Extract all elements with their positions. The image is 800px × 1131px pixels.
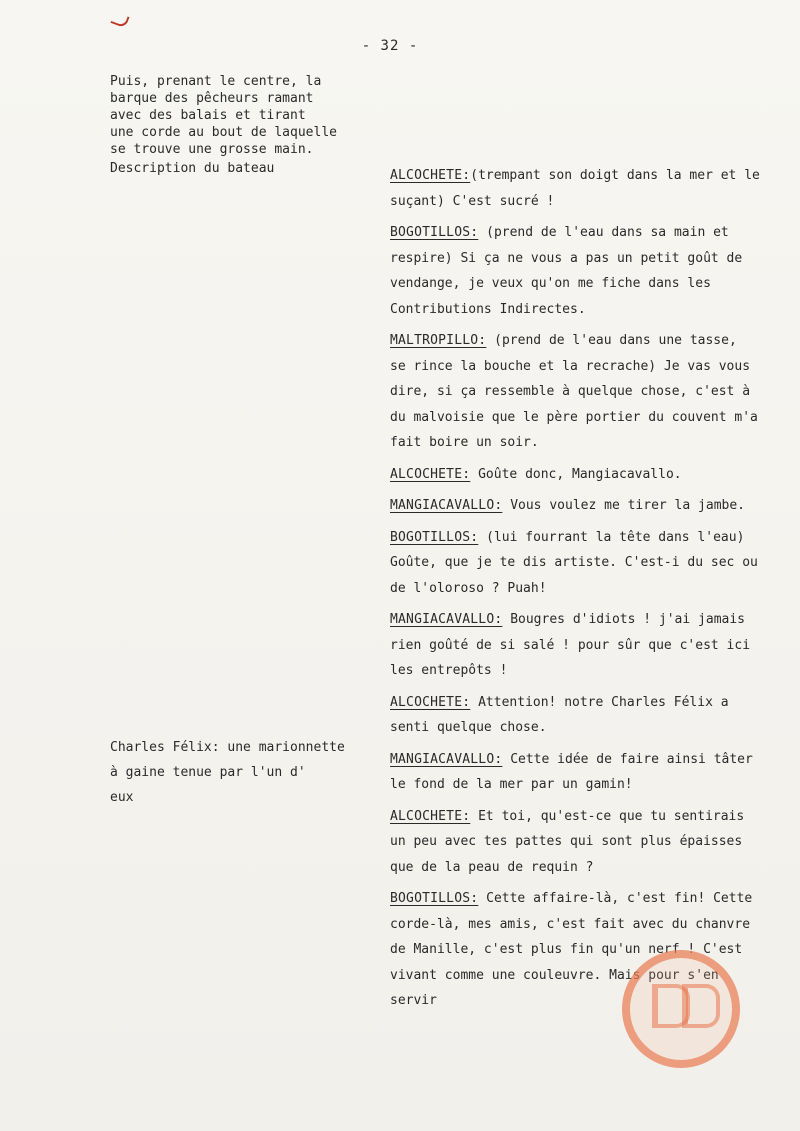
line-text: Cette idée de faire ainsi tâter le fond de la mer par un gamin! <box>390 751 753 792</box>
speaker-name: ALCOCHETE: <box>390 694 471 710</box>
corner-ink-mark <box>110 12 129 29</box>
dialogue-line <box>390 747 760 798</box>
speaker-name: BOGOTILLOS: <box>390 891 479 906</box>
stamp-letter-shape <box>682 984 720 1028</box>
speaker-name: ALCOCHETE: <box>390 808 471 824</box>
line-text: Cette affaire-là, c'est fin! Cette corde-là, mes amis, c'est fait avec du chanvre de Manille, c'est plus fin qu'un nerf ! C'est vivant comme une couleuvre. Mais pour s'en servir <box>390 891 753 1008</box>
page-number: - 32 - <box>361 38 419 54</box>
line-text: Et toi, qu'est-ce que tu sentirais un peu avec tes pattes qui sont plus épaisses que de la peau de requin ? <box>390 808 745 875</box>
dialogue-line <box>390 328 760 456</box>
speaker-name: MANGIACAVALLO: <box>390 612 503 627</box>
line-text: Goûte donc, Mangiacavallo. <box>470 466 682 482</box>
speaker-name: BOGOTILLOS: <box>390 529 479 545</box>
line-text: Vous voulez me tirer la jambe. <box>502 498 746 513</box>
library-stamp-logo <box>622 950 740 1068</box>
speaker-name: MALTROPILLO: <box>390 333 487 348</box>
speaker-name: ALCOCHETE: <box>390 168 471 183</box>
speaker-name: ALCOCHETE: <box>390 466 471 482</box>
line-text: (lui fourrant la tête dans l'eau) Goûte, que je te dis artiste. C'est-i du sec ou de l'oloroso ? Puah! <box>390 529 758 596</box>
dialogue-line <box>390 690 760 741</box>
dialogue-line <box>390 493 760 519</box>
dialogue-line <box>390 607 760 684</box>
dialogue-line <box>390 163 760 214</box>
speaker-name: MANGIACAVALLO: <box>390 498 503 513</box>
line-text: (prend de l'eau dans sa main et respire) Si ça ne vous a pas un petit goût de vendange, je veux qu'on me fiche dans les Contributions Indirectes. <box>390 225 743 317</box>
stage-direction-opening: Puis, prenant le centre, la barque des pêcheurs ramant avec des balais et tirant une corde au bout de laquelle se trouve une grosse main. <box>110 74 337 157</box>
dialogue-line <box>390 220 760 322</box>
line-text: (prend de l'eau dans une tasse, se rince la bouche et la recrache) Je vas vous dire, si ça ressemble à quelque chose, c'est à du malvoisie que le père portier du couvent m'a fait boire un soir. <box>390 333 758 450</box>
line-text: Bougres d'idiots ! j'ai jamais rien goûté de si salé ! pour sûr que c'est ici les entrepôts ! <box>390 612 751 678</box>
stage-direction-boat: Description du bateau <box>110 161 275 176</box>
dialogue-line <box>390 525 760 602</box>
line-text: Attention! notre Charles Félix a senti quelque chose. <box>390 694 729 735</box>
dialogue-column <box>390 163 760 1020</box>
speaker-name: MANGIACAVALLO: <box>390 751 503 767</box>
dialogue-line <box>390 804 760 881</box>
line-text: (trempant son doigt dans la mer et le suçant) C'est sucré ! <box>390 168 760 209</box>
speaker-name: BOGOTILLOS: <box>390 225 479 240</box>
stage-direction-charles: Charles Félix: une marionnette à gaine tenue par l'un d' eux <box>110 740 345 805</box>
dialogue-line <box>390 462 760 488</box>
